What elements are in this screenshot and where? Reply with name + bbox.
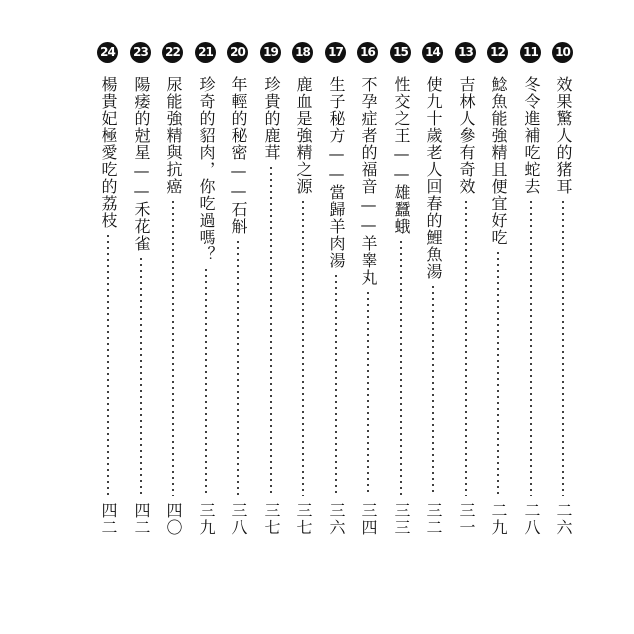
toc-entry[interactable] (451, 42, 481, 562)
dot-leader (205, 267, 207, 496)
dot-leader (367, 290, 369, 496)
entry-title: 尿能強精與抗癌 (164, 76, 183, 195)
dot-leader (237, 239, 239, 496)
entry-page-number: 三八 (229, 502, 248, 536)
toc-entry[interactable] (516, 42, 546, 562)
toc-entry[interactable] (288, 42, 318, 562)
toc-entry[interactable] (418, 42, 448, 562)
entry-number-badge: 21 (195, 42, 216, 63)
entry-number-badge: 23 (130, 42, 151, 63)
toc-entry[interactable] (321, 42, 351, 562)
entry-number-badge: 15 (390, 42, 411, 63)
entry-page-number: 二九 (489, 502, 508, 536)
entry-title: 陽痿的尅星——禾花雀 (132, 76, 151, 252)
dot-leader (335, 273, 337, 496)
entry-title: 吉林人參有奇效 (457, 76, 476, 195)
entry-page-number: 二八 (522, 502, 541, 536)
entry-number-badge: 19 (260, 42, 281, 63)
dot-leader (562, 199, 564, 496)
entry-title: 珍貴的鹿茸 (262, 76, 281, 161)
entry-number-badge: 17 (325, 42, 346, 63)
entry-title: 使九十歲老人回春的鯉魚湯 (424, 76, 443, 280)
dot-leader (140, 256, 142, 496)
entry-page-number: 三二 (424, 502, 443, 536)
entry-number-badge: 13 (455, 42, 476, 63)
entry-title: 鯰魚能強精且便宜好吃 (489, 76, 508, 246)
entry-page-number: 三七 (262, 502, 281, 536)
entry-title: 效果驚人的猪耳 (554, 76, 573, 195)
dot-leader (172, 199, 174, 496)
toc-entry[interactable] (158, 42, 188, 562)
entry-number-badge: 12 (487, 42, 508, 63)
entry-page-number: 三六 (327, 502, 346, 536)
entry-page-number: 二六 (554, 502, 573, 536)
entry-page-number: 四二 (132, 502, 151, 536)
entry-page-number: 三七 (294, 502, 313, 536)
toc-entry[interactable] (386, 42, 416, 562)
entry-title: 珍奇的貂肉，你吃過嗎？ (197, 76, 216, 263)
entry-title: 年輕的秘密——石斛 (229, 76, 248, 235)
entry-page-number: 三一 (457, 502, 476, 536)
entry-page-number: 四〇 (164, 502, 183, 536)
entry-title: 生子秘方——當歸羊肉湯 (327, 76, 346, 269)
entry-title: 楊貴妃極愛吃的荔枝 (99, 76, 118, 229)
entry-page-number: 三四 (359, 502, 378, 536)
entry-number-badge: 20 (227, 42, 248, 63)
entry-title: 性交之王——雄蠶蛾 (392, 76, 411, 235)
toc-entry[interactable] (191, 42, 221, 562)
entry-page-number: 三九 (197, 502, 216, 536)
entry-page-number: 三三 (392, 502, 411, 536)
entry-title: 不孕症者的福音——羊睾丸 (359, 76, 378, 286)
entry-number-badge: 10 (552, 42, 573, 63)
entry-number-badge: 22 (162, 42, 183, 63)
toc-entry[interactable] (548, 42, 578, 562)
entry-number-badge: 16 (357, 42, 378, 63)
toc-entry[interactable] (126, 42, 156, 562)
entry-number-badge: 14 (422, 42, 443, 63)
entry-number-badge: 11 (520, 42, 541, 63)
toc-entry[interactable] (93, 42, 123, 562)
entry-number-badge: 18 (292, 42, 313, 63)
dot-leader (432, 284, 434, 496)
dot-leader (107, 233, 109, 496)
entry-title: 冬令進補吃蛇去 (522, 76, 541, 195)
dot-leader (302, 199, 304, 496)
entry-number-badge: 24 (97, 42, 118, 63)
dot-leader (400, 239, 402, 496)
toc-entry[interactable] (483, 42, 513, 562)
dot-leader (497, 250, 499, 496)
dot-leader (465, 199, 467, 496)
dot-leader (530, 199, 532, 496)
entry-title: 鹿血是強精之源 (294, 76, 313, 195)
toc-entry[interactable] (256, 42, 286, 562)
toc-entry[interactable] (223, 42, 253, 562)
toc-entry[interactable] (353, 42, 383, 562)
dot-leader (270, 165, 272, 496)
entry-page-number: 四二 (99, 502, 118, 536)
